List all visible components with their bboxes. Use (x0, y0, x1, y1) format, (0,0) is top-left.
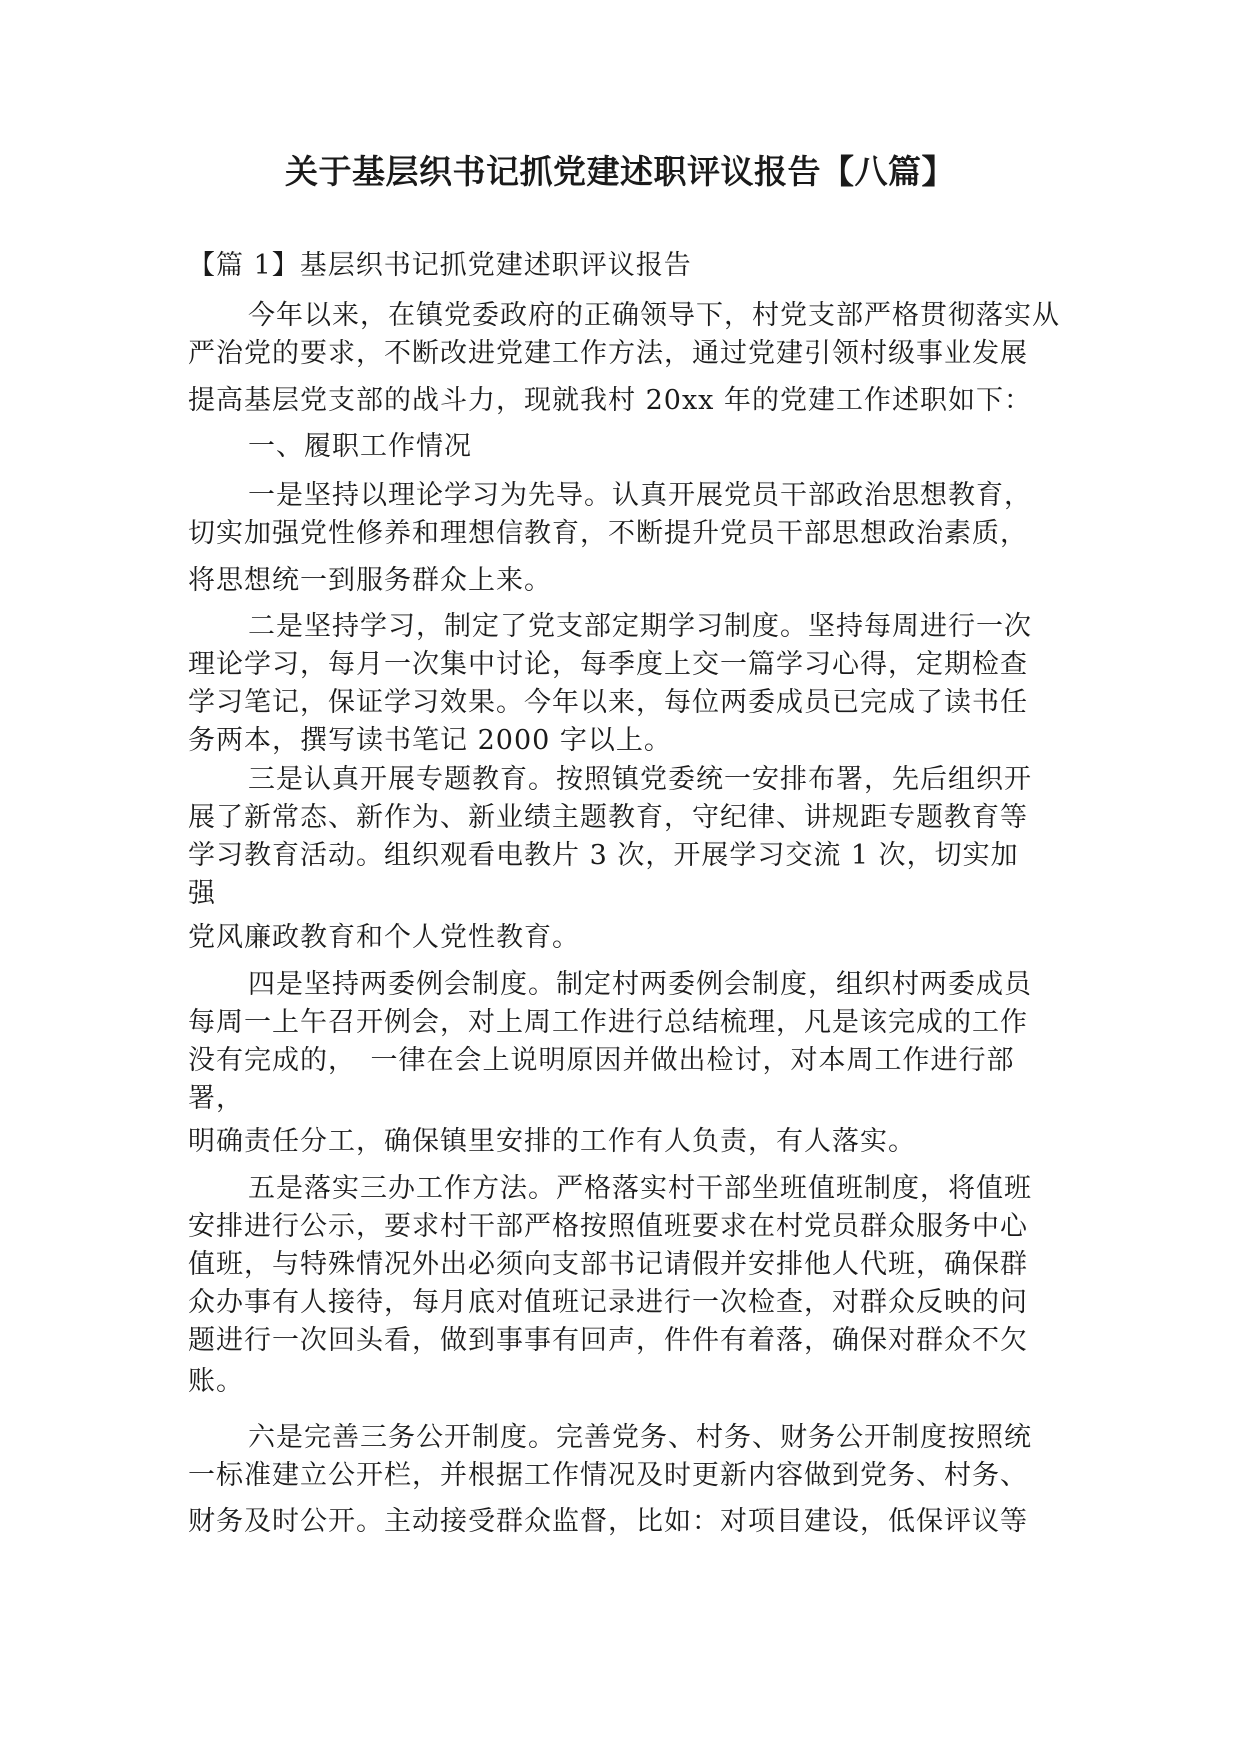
intro-paragraph (188, 297, 1058, 373)
paragraph-line: 理论学习，每月一次集中讨论，每季度上交一篇学习心得，定期检查 (188, 649, 1028, 680)
paragraph-3 (188, 761, 1058, 913)
document-title: 关于基层织书记抓党建述职评议报告【八篇】 (285, 152, 955, 191)
paragraph-line: 值班，与特殊情况外出必须向支部书记请假并安排他人代班，确保群 (188, 1249, 1028, 1280)
paragraph-line: 展了新常态、新作为、新业绩主题教育，守纪律、讲规距专题教育等 (188, 802, 1028, 833)
paragraph-line: 六是完善三务公开制度。完善党务、村务、财务公开制度按照统 (248, 1422, 1032, 1453)
paragraph-line: 务两本，撰写读书笔记 2000 字以上。 (188, 725, 672, 756)
paragraph-line: 没有完成的， 一律在会上说明原因并做出检讨，对本周工作进行部 (188, 1045, 1015, 1076)
paragraph-line: 一标准建立公开栏，并根据工作情况及时更新内容做到党务、村务、 (188, 1460, 1028, 1491)
paragraph-line: 学习教育活动。组织观看电教片 3 次，开展学习交流 1 次，切实加 (188, 840, 1019, 871)
paragraph-line: 四是坚持两委例会制度。制定村两委例会制度，组织村两委成员 (248, 969, 1032, 1000)
paragraph-4-cont (188, 1123, 1058, 1161)
paragraph-line: 二是坚持学习，制定了党支部定期学习制度。坚持每周进行一次 (248, 611, 1032, 642)
paragraph-line: 提高基层党支部的战斗力，现就我村 20xx 年的党建工作述职如下： (188, 385, 1032, 416)
paragraph-6 (188, 1419, 1058, 1495)
paragraph-6-cont (188, 1503, 1058, 1541)
paragraph-line: 一是坚持以理论学习为先导。认真开展党员干部政治思想教育， (248, 480, 1032, 511)
paragraph-3-cont (188, 919, 1058, 957)
paragraph-line: 将思想统一到服务群众上来。 (188, 565, 552, 596)
paragraph-5-cont (188, 1363, 1058, 1401)
paragraph-line: 账。 (188, 1366, 244, 1397)
paragraph-line: 五是落实三办工作方法。严格落实村干部坐班值班制度，将值班 (248, 1173, 1032, 1204)
paragraph-2 (188, 608, 1058, 760)
paragraph-1 (188, 477, 1058, 553)
subheading-duty (188, 428, 1058, 466)
paragraph-line: 署， (188, 1083, 244, 1114)
paragraph-line: 众办事有人接待，每月底对值班记录进行一次检查，对群众反映的问 (188, 1287, 1028, 1318)
paragraph-line: 严治党的要求，不断改进党建工作方法，通过党建引领村级事业发展 (188, 338, 1028, 369)
paragraph-line: 今年以来，在镇党委政府的正确领导下，村党支部严格贯彻落实从 (248, 300, 1060, 331)
paragraph-line: 每周一上午召开例会，对上周工作进行总结梳理，凡是该完成的工作 (188, 1007, 1028, 1038)
subheading-text: 一、履职工作情况 (248, 431, 472, 462)
section-heading-text: 【篇 1】基层织书记抓党建述职评议报告 (188, 250, 692, 281)
paragraph-line: 安排进行公示，要求村干部严格按照值班要求在村党员群众服务中心 (188, 1211, 1028, 1242)
paragraph-line: 财务及时公开。主动接受群众监督，比如：对项目建设，低保评议等 (188, 1506, 1028, 1537)
paragraph-line: 党风廉政教育和个人党性教育。 (188, 922, 580, 953)
section-heading (188, 247, 1058, 285)
paragraph-line: 题进行一次回头看，做到事事有回声，件件有着落，确保对群众不欠 (188, 1325, 1028, 1356)
paragraph-5 (188, 1170, 1058, 1360)
intro-paragraph-cont (188, 382, 1058, 420)
paragraph-4 (188, 966, 1058, 1118)
paragraph-line: 明确责任分工，确保镇里安排的工作有人负责，有人落实。 (188, 1126, 916, 1157)
paragraph-line: 三是认真开展专题教育。按照镇党委统一安排布署，先后组织开 (248, 764, 1032, 795)
paragraph-line: 学习笔记，保证学习效果。今年以来，每位两委成员已完成了读书任 (188, 687, 1028, 718)
paragraph-line: 强 (188, 878, 216, 909)
paragraph-1-cont (188, 562, 1058, 600)
paragraph-line: 切实加强党性修养和理想信教育，不断提升党员干部思想政治素质， (188, 518, 1028, 549)
